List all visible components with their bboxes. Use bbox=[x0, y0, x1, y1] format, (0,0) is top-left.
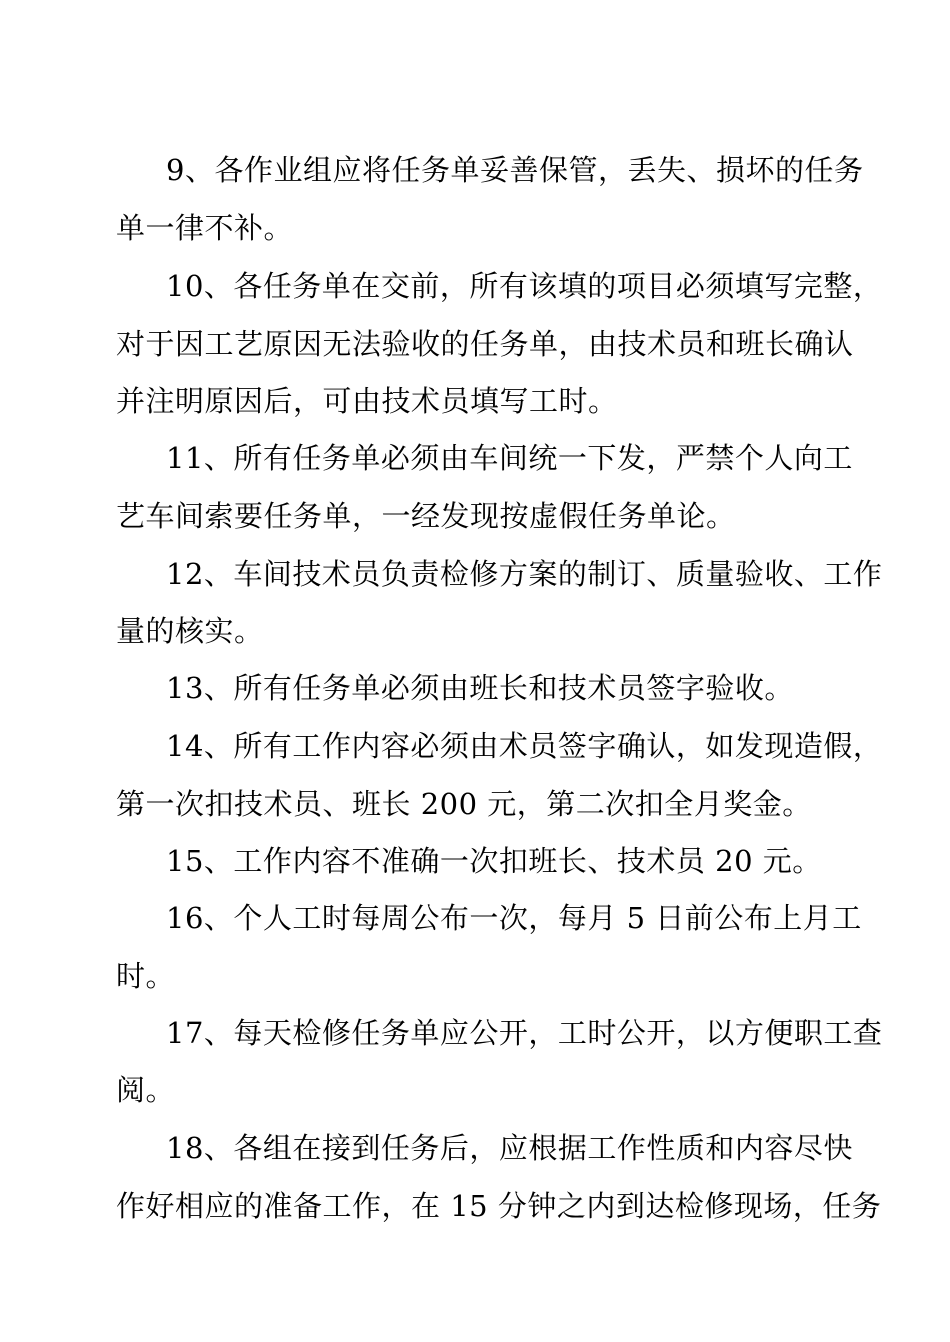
item-11-line-1: 11、所有任务单必须由车间统一下发，严禁个人向工 bbox=[166, 441, 853, 475]
item-17-line-2: 阅。 bbox=[116, 1073, 176, 1107]
item-13-line-1: 13、所有任务单必须由班长和技术员签字验收。 bbox=[166, 671, 794, 705]
item-9-line-1: 9、各作业组应将任务单妥善保管，丢失、损坏的任务 bbox=[166, 153, 864, 187]
item-15-line-1: 15、工作内容不准确一次扣班长、技术员 20 元。 bbox=[166, 844, 822, 878]
item-14-line-2: 第一次扣技术员、班长 200 元，第二次扣全月奖金。 bbox=[116, 787, 812, 821]
item-10-line-2: 对于因工艺原因无法验收的任务单，由技术员和班长确认 bbox=[116, 327, 854, 361]
item-10-line-3: 并注明原因后，可由技术员填写工时。 bbox=[116, 384, 618, 418]
item-10-line-1: 10、各任务单在交前，所有该填的项目必须填写完整， bbox=[166, 269, 883, 303]
item-18-line-2: 作好相应的准备工作，在 15 分钟之内到达检修现场，任务 bbox=[116, 1189, 882, 1223]
item-18-line-1: 18、各组在接到任务后，应根据工作性质和内容尽快 bbox=[166, 1131, 853, 1165]
item-12-line-1: 12、车间技术员负责检修方案的制订、质量验收、工作 bbox=[166, 557, 883, 591]
item-11-line-2: 艺车间索要任务单，一经发现按虚假任务单论。 bbox=[116, 499, 736, 533]
item-12-line-2: 量的核实。 bbox=[116, 614, 264, 648]
item-14-line-1: 14、所有工作内容必须由术员签字确认，如发现造假， bbox=[166, 729, 883, 763]
item-16-line-1: 16、个人工时每周公布一次，每月 5 日前公布上月工 bbox=[166, 901, 862, 935]
item-17-line-1: 17、每天检修任务单应公开，工时公开，以方便职工查 bbox=[166, 1016, 883, 1050]
item-9-line-2: 单一律不补。 bbox=[116, 211, 294, 245]
item-16-line-2: 时。 bbox=[116, 959, 176, 993]
